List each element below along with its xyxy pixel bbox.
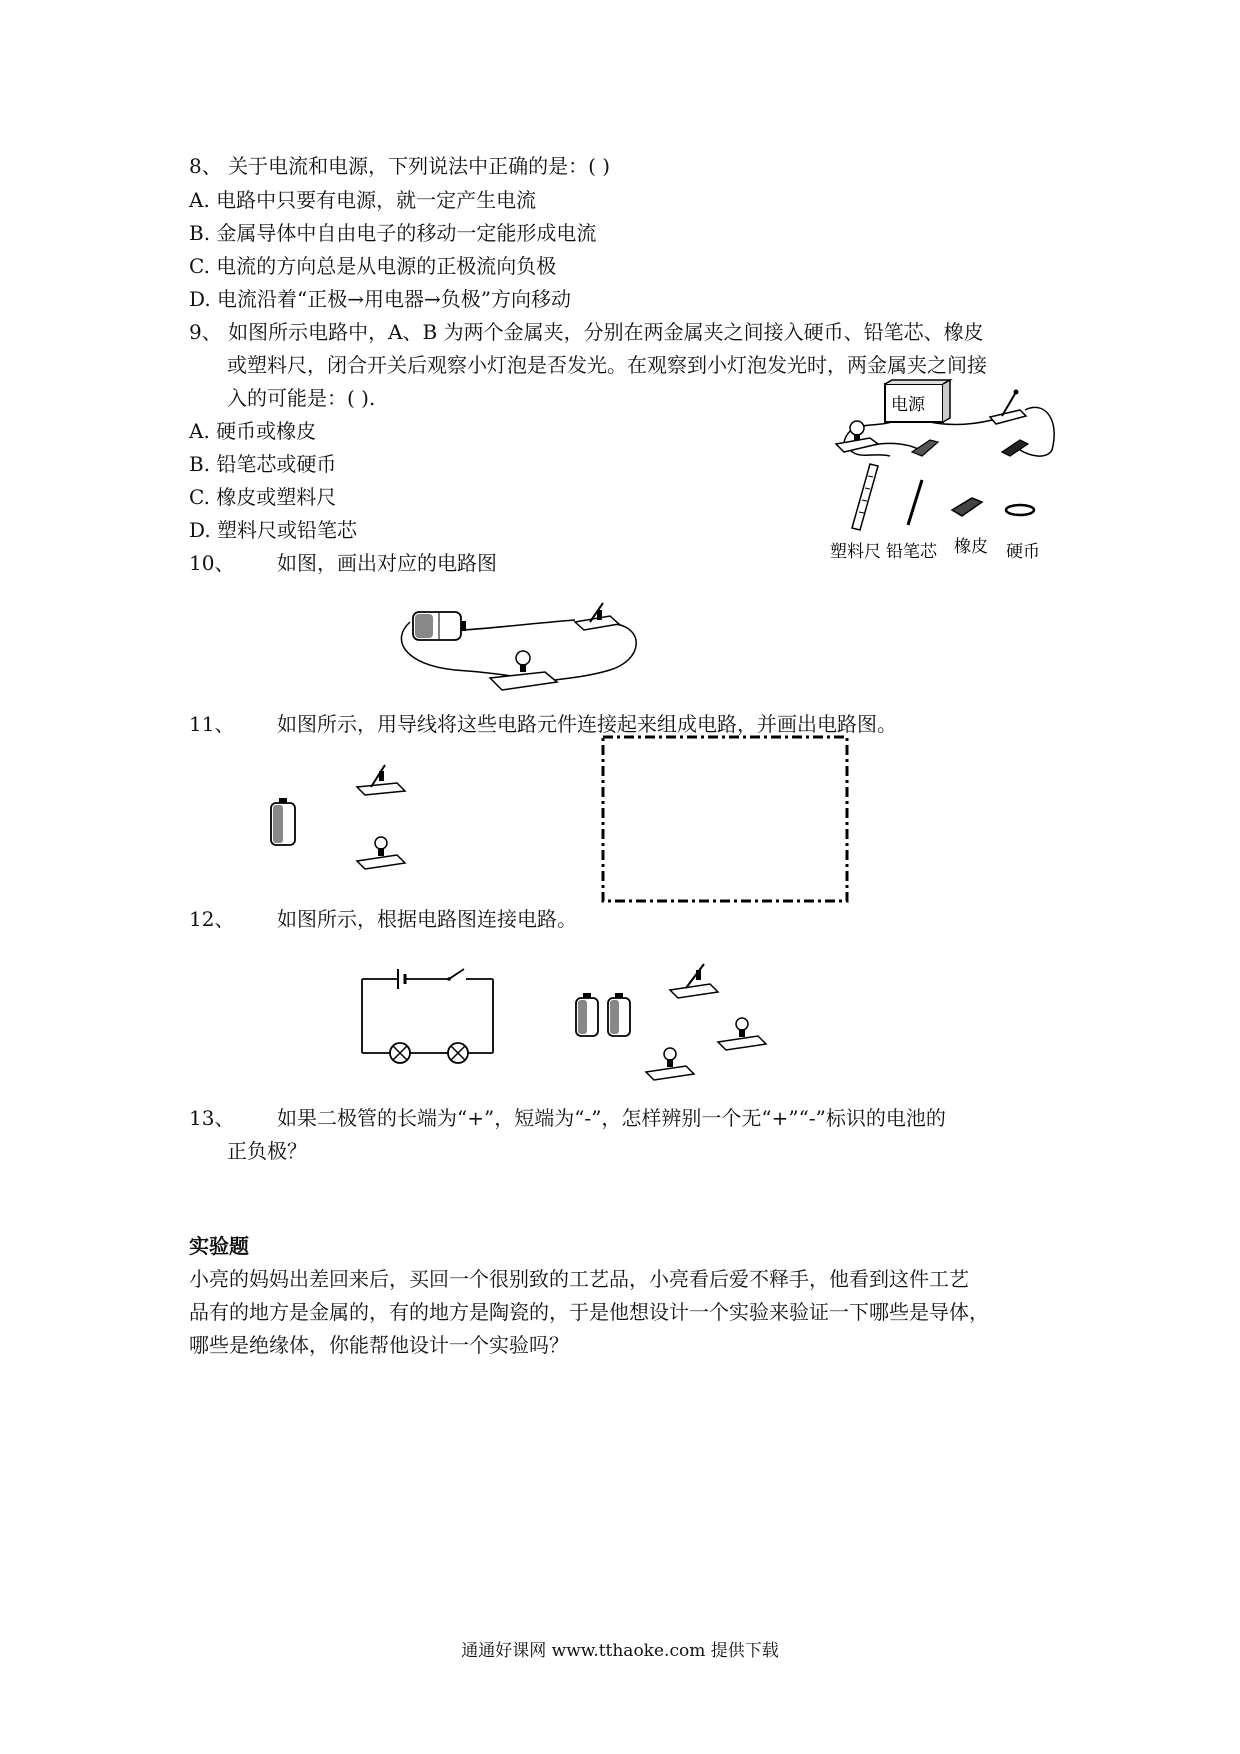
pencil-lead-icon [908, 480, 922, 525]
switch-icon [670, 964, 718, 998]
experiment-heading: 实验题 [189, 1234, 249, 1258]
coin-label: 硬币 [1006, 542, 1040, 562]
bulb-icon [357, 837, 405, 869]
q11-text: 如图所示，用导线将这些电路元件连接起来组成电路，并画出电路图。 [277, 712, 897, 736]
power-supply-label: 电源 [891, 395, 925, 415]
battery-symbol [398, 969, 405, 989]
q9-stem-line3: 入的可能是：( ). [227, 386, 376, 410]
switch-icon [990, 390, 1026, 425]
experiment-line3: 哪些是绝缘体，你能帮他设计一个实验吗？ [189, 1333, 569, 1357]
q9-option-b: B. 铅笔芯或硬币 [189, 452, 337, 476]
eraser-icon [952, 498, 982, 516]
battery-icon [576, 993, 598, 1036]
q8-option-b: B. 金属导体中自由电子的移动一定能形成电流 [189, 221, 597, 245]
q8-stem: 8、 关于电流和电源，下列说法中正确的是：( ) [189, 154, 611, 178]
q9-stem-line1: 9、 如图所示电路中，A、B 为两个金属夹，分别在两金属夹之间接入硬币、铅笔芯、橡皮 [189, 320, 984, 344]
q11-answer-box [601, 735, 849, 903]
q9-stem-line2: 或塑料尺，闭合开关后观察小灯泡是否发光。在观察到小灯泡发光时，两金属夹之间接 [227, 353, 987, 377]
battery-icon [608, 993, 630, 1036]
q12-components-figure [570, 950, 770, 1085]
bulb-icon [646, 1048, 694, 1080]
page-footer: 通通好课网 www.tthaoke.com 提供下载 [461, 1641, 779, 1661]
q12-circuit-diagram [360, 965, 495, 1065]
experiment-line1: 小亮的妈妈出差回来后，买回一个很别致的工艺品，小亮看后爱不释手，他看到这件工艺 [189, 1267, 969, 1291]
q9-option-c: C. 橡皮或塑料尺 [189, 485, 337, 509]
bulb-icon [490, 651, 557, 690]
lamp-symbol-2 [448, 1043, 468, 1063]
lamp-symbol-1 [390, 1043, 410, 1063]
switch-icon [357, 765, 405, 795]
q13-number: 13、 [189, 1106, 235, 1130]
q8-option-a: A. 电路中只要有电源，就一定产生电流 [189, 188, 537, 212]
q8-option-c: C. 电流的方向总是从电源的正极流向负极 [189, 254, 557, 278]
q13-text-line2: 正负极？ [227, 1139, 307, 1163]
bulb-icon [718, 1018, 766, 1050]
battery-icon [271, 798, 295, 845]
ruler-icon [852, 464, 878, 530]
q9-option-d: D. 塑料尺或铅笔芯 [189, 518, 358, 542]
battery-icon [413, 612, 466, 640]
pencil-lead-label: 铅笔芯 [886, 542, 937, 562]
q8-option-d: D. 电流沿着“正极→用电器→负极”方向移动 [189, 287, 572, 311]
q10-text: 如图，画出对应的电路图 [277, 551, 497, 575]
q9-circuit-figure [830, 380, 1070, 565]
ruler-label: 塑料尺 [830, 542, 881, 562]
power-supply-icon [885, 380, 950, 422]
q11-components-figure [265, 755, 415, 875]
q12-number: 12、 [189, 907, 235, 931]
q11-number: 11、 [189, 712, 235, 736]
switch-icon [575, 603, 619, 630]
q13-text-line1: 如果二极管的长端为“+”，短端为“-”，怎样辨别一个无“+”“-”标识的电池的 [277, 1106, 946, 1130]
clip-b-icon [1002, 440, 1028, 456]
switch-symbol [447, 969, 464, 981]
q10-circuit-figure [395, 600, 655, 695]
q10-number: 10、 [189, 551, 235, 575]
coin-icon [1006, 505, 1034, 515]
q9-option-a: A. 硬币或橡皮 [189, 419, 317, 443]
experiment-line2: 品有的地方是金属的，有的地方是陶瓷的，于是他想设计一个实验来验证一下哪些是导体， [189, 1300, 989, 1324]
eraser-label: 橡皮 [954, 537, 988, 557]
q12-text: 如图所示，根据电路图连接电路。 [277, 907, 577, 931]
